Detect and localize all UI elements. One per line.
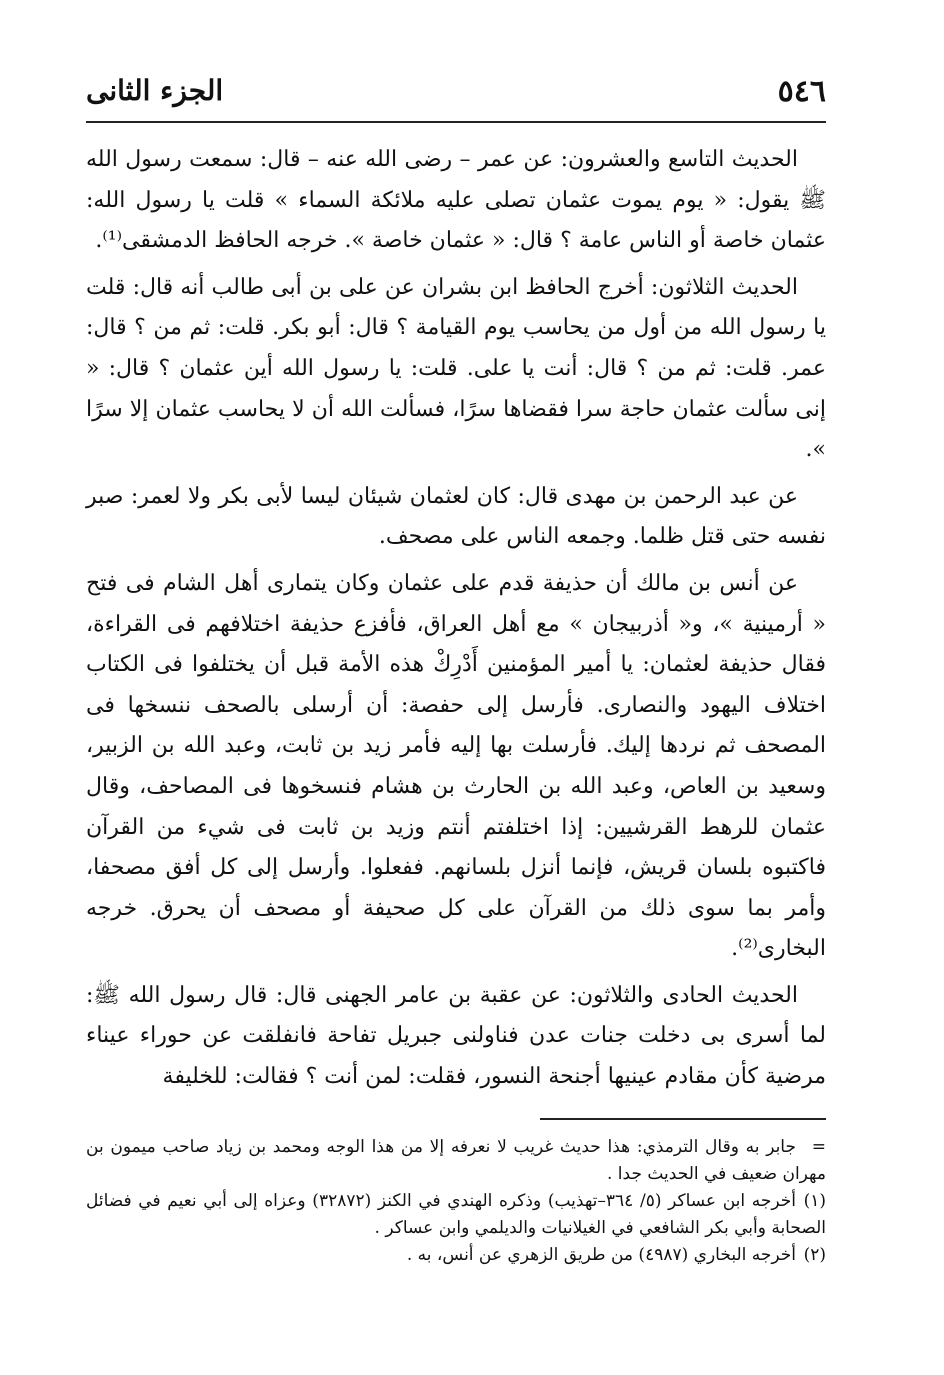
- footnote-marker: (٢): [803, 1245, 826, 1265]
- footnote-text: أخرجه البخاري (٤٩٨٧) من طريق الزهري عن أنس، به .: [406, 1245, 796, 1265]
- page-number: ٥٤٦: [777, 74, 826, 109]
- footnote-marker: =: [811, 1137, 826, 1157]
- hadith-30-paragraph: الحديث الثلاثون: أخرج الحافظ ابن بشران عن على بن أبى طالب أنه قال: قلت يا رسول الله من أول من يحاسب يوم القيامة ؟ قال: أبو بكر. قلت: ثم من ؟ قال: عمر. قلت: ثم من ؟ قال: أنت يا على. قلت: يا رسول الله أين عثمان ؟ قال: « إنى سألت عثمان حاجة سرا فقضاها سرًا، فسألت الله أن لا يحاسب عثمان إلا سرًا ».: [86, 274, 826, 463]
- footnote-marker: (١): [803, 1191, 827, 1211]
- footnote-text: جابر به وقال الترمذي: هذا حديث غريب لا نعرفه إلا من هذا الوجه ومحمد بن زياد صاحب ميمون بن مهران ضعيف في الحديث جدا .: [86, 1137, 826, 1184]
- footnote-rule: [540, 1118, 826, 1120]
- hadith-31-paragraph: الحديث الحادى والثلاثون: عن عقبة بن عامر الجهنى قال: قال رسول الله ﷺ: لما أسرى بى دخلت جنات عدن فناولنى جبريل تفاحة فانفلقت عن حوراء عيناء مرضية كأن مقادم عينيها أجنحة النسور، فقلت: لمن أنت ؟ فقالت: للخليفة: [86, 982, 826, 1090]
- header-rule: [86, 121, 826, 123]
- footnote-1: [86, 1188, 826, 1242]
- abdulrahman-paragraph: عن عبد الرحمن بن مهدى قال: كان لعثمان شيئان ليسا لأبى بكر ولا لعمر: صبر نفسه حتى قتل ظلما. وجمعه الناس على مصحف.: [86, 483, 826, 550]
- hadith-29-paragraph: الحديث التاسع والعشرون: عن عمر – رضى الله عنه – قال: سمعت رسول الله ﷺ يقول: « يوم يموت عثمان تصلى عليه ملائكة السماء » قلت يا رسول الله: عثمان خاصة أو الناس عامة ؟ قال: « عثمان خاصة ». خرجه الحافظ الدمشقى⁽¹⁾.: [86, 147, 826, 254]
- footnote-text: أخرجه ابن عساكر (٥/ ٣٦٤–تهذيب) وذكره الهندي في الكنز (٣٢٨٧٢) وعزاه إلى أبي نعيم في فضائل الصحابة وأبي بكر الشافعي في الغيلانيات والديلمي وابن عساكر .: [86, 1191, 826, 1238]
- anas-paragraph: عن أنس بن مالك أن حذيفة قدم على عثمان وكان يتمارى أهل الشام فى فتح « أرمينية »، و« أذربيجان » مع أهل العراق، فأفزع حذيفة اختلافهم فى القراءة، فقال حذيفة لعثمان: يا أمير المؤمنين أَدْرِكْ هذه الأمة قبل أن يختلفوا فى الكتاب اختلاف اليهود والنصارى. فأرسل إلى حفصة: أن أرسلى بالصحف ننسخها فى المصحف ثم نردها إليك. فأرسلت بها إليه فأمر زيد بن ثابت، وعبد الله بن الزبير، وسعيد بن العاص، وعبد الله بن الحارث بن هشام فنسخوها فى المصاحف، وقال عثمان للرهط القرشيين: إذا اختلفتم أنتم وزيد بن ثابت فى شيء من القرآن فاكتبوه بلسان قريش، فإنما أنزل بلسانهم. ففعلوا. وأرسل إلى كل أفق مصحفا، وأمر بما سوى ذلك من القرآن على كل صحيفة أو مصحف أن يحرق. خرجه البخارى⁽²⁾.: [86, 570, 826, 962]
- part-title: الجزء الثانى: [86, 74, 224, 107]
- footnotes: [86, 1134, 826, 1269]
- main-text: [86, 140, 826, 1098]
- footnote-continued: [86, 1134, 826, 1188]
- running-header: [86, 70, 826, 120]
- footnote-2: [86, 1242, 826, 1269]
